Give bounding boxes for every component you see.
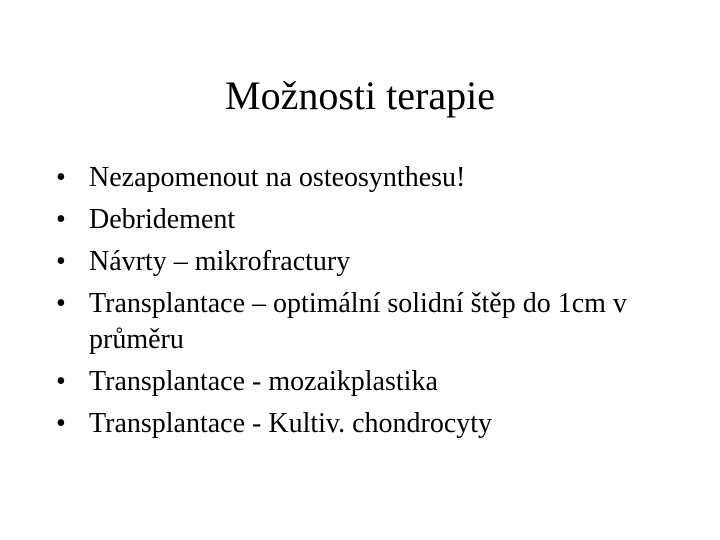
bullet-icon: •	[56, 408, 66, 439]
bullet-text: Transplantace – optimální solidní štěp do 1cm v průměru	[89, 288, 627, 355]
list-item	[54, 160, 674, 196]
bullet-icon: •	[56, 288, 66, 319]
slide-title: Možnosti terapie	[225, 73, 495, 118]
bullet-icon: •	[56, 204, 66, 235]
bullet-icon: •	[56, 162, 66, 193]
bullet-icon: •	[56, 366, 66, 397]
bullet-list	[54, 160, 674, 448]
list-item	[54, 244, 674, 280]
list-item	[54, 202, 674, 238]
list-item	[54, 286, 674, 358]
bullet-text: Nezapomenout na osteosynthesu!	[89, 162, 466, 193]
bullet-text: Transplantace - Kultiv. chondrocyty	[89, 408, 493, 439]
bullet-text: Transplantace - mozaikplastika	[89, 366, 438, 397]
list-item	[54, 364, 674, 400]
list-item	[54, 406, 674, 442]
bullet-text: Návrty – mikrofractury	[89, 246, 351, 277]
bullet-text: Debridement	[89, 204, 236, 235]
bullet-icon: •	[56, 246, 66, 277]
